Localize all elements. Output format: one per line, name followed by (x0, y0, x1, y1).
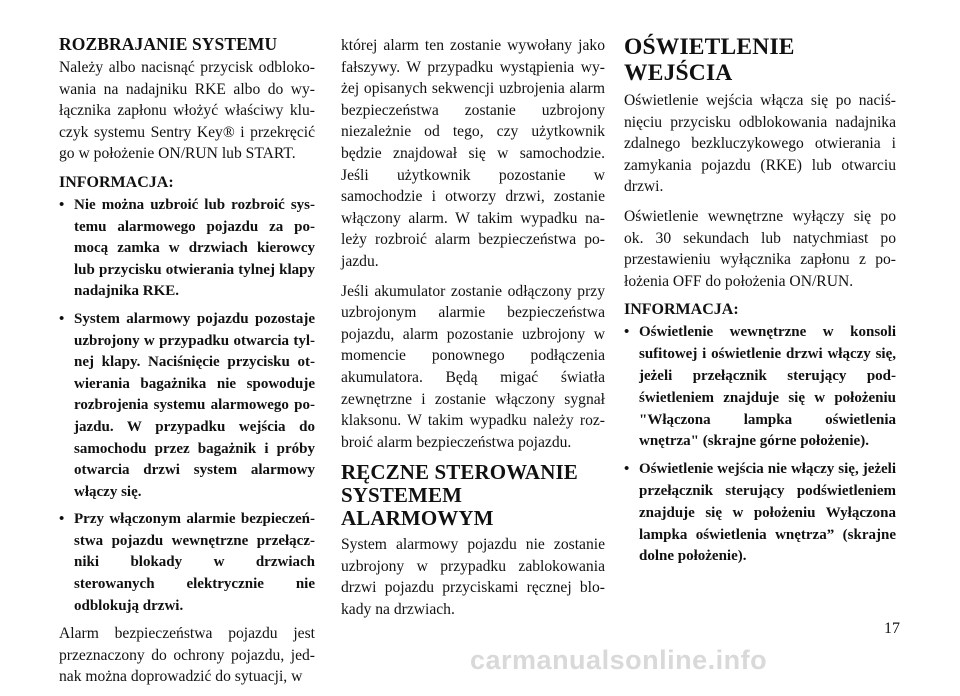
paragraph-entry-lighting: Oświetlenie wejścia włącza się po naciśnięciu przycisku odblokowania nadajnika zdalnego bezkluczykowego otwierania i zamykania pojazdu (RKE) lub otwarciu drzwi. (624, 92, 896, 196)
column-right (624, 34, 896, 574)
bullet-icon: • (624, 324, 630, 341)
paragraph-manual-control: System alarmowy pojazdu nie zostanie uzbrojony w przypadku zablokowania drzwi pojazdu przyciskami ręcznej blokady na drzwiach. (341, 536, 605, 619)
info-bullet-list (624, 322, 896, 568)
info-label: INFORMACJA: (624, 301, 739, 319)
section-heading-entry-lighting: OŚWIETLENIE WEJŚCIA (624, 34, 795, 86)
bullet-icon: • (59, 310, 65, 327)
info-label: INFORMACJA: (59, 173, 174, 191)
watermark: carmanualsonline.info (470, 645, 768, 675)
list-item: • Oświetlenie wejścia nie włączy się, jeżeli przełącznik sterujący podświetleniem znajduje się w położeniu Wyłączona lampka oświetlenia wnętrza” (skrajne dolne położenie). (624, 461, 896, 565)
bullet-icon: • (624, 461, 630, 478)
paragraph-interior-light-off: Oświetlenie wewnętrzne wyłączy się po ok. 30 sekundach lub natychmiast po przestawieniu wyłącznika zapłonu z położenia OFF do położenia ON/RUN. (624, 207, 896, 290)
paragraph-alarm-purpose: Alarm bezpieczeństwa pojazdu jest przeznaczony do ochrony pojazdu, jednak można doprowadzić do sytuacji, w (59, 625, 315, 686)
section-heading-manual-control: RĘCZNE STEROWANIE SYSTEMEM ALARMOWYM (341, 460, 578, 531)
info-bullet-list (59, 195, 315, 617)
page-number: 17 (884, 620, 900, 637)
paragraph-disarming-intro: Należy albo nacisnąć przycisk odblokowania na nadajniku RKE albo do wyłącznika zapłonu włożyć właściwy kluczyk systemu Sentry Key® i przekręcić go w położenie ON/RUN lub START. (59, 59, 315, 163)
bullet-icon: • (59, 511, 65, 528)
paragraph-false-alarm: której alarm ten zostanie wywołany jako fałszywy. W przypadku wystąpienia wyżej opisanych sekwencji uzbrojenia alarm bezpieczeństwa zostanie uzbrojony niezależnie od tego, czy użytkownik będzie znajdował się w samochodzie. Jeśli użytkownik pozostanie w samochodzie i otworzy drzwi, zostanie włączony alarm. W takim wypadku należy rozbroić alarm bezpieczeństwa pojazdu. (341, 37, 605, 270)
paragraph-battery: Jeśli akumulator zostanie odłączony przy uzbrojonym alarmie bezpieczeństwa pojazdu, alarm pozostanie uzbrojony w momencie ponownego podłączenia akumulatora. Będą migać światła zewnętrzne i zostanie włączony sygnał klaksonu. W takim wypadku należy rozbroić alarm bezpieczeństwa pojazdu. (341, 282, 605, 451)
list-item: • System alarmowy pojazdu pozostaje uzbrojony w przypadku otwarcia tylnej klapy. Naciśnięcie przycisku otwierania bagażnika nie spowoduje rozbrojenia systemu alarmowego pojazdu. W przypadku wejścia do samochodu przez bagażnik i próby otwarcia drzwi system alarmowy włączy się. (59, 310, 315, 500)
list-item: • Oświetlenie wewnętrzne w konsoli sufitowej i oświetlenie drzwi włączy się, jeżeli przełącznik sterujący podświetleniem znajduje się w położeniu "Włączona lampka oświetlenia wnętrza" (skrajne górne położenie). (624, 324, 896, 450)
column-middle (341, 35, 605, 629)
bullet-icon: • (59, 196, 65, 213)
list-item: • Przy włączonym alarmie bezpieczeństwa pojazdu wewnętrzne przełączniki blokady w drzwiach sterowanych elektrycznie nie odblokują drzwi. (59, 511, 315, 614)
section-heading-disarming: ROZBRAJANIE SYSTEMU (59, 34, 278, 54)
list-item: • Nie można uzbroić lub rozbroić systemu alarmowego pojazdu za pomocą zamka w drzwiach kierowcy lub przycisku otwierania tylnej klapy nadajnika RKE. (59, 196, 315, 300)
column-left (59, 34, 315, 696)
